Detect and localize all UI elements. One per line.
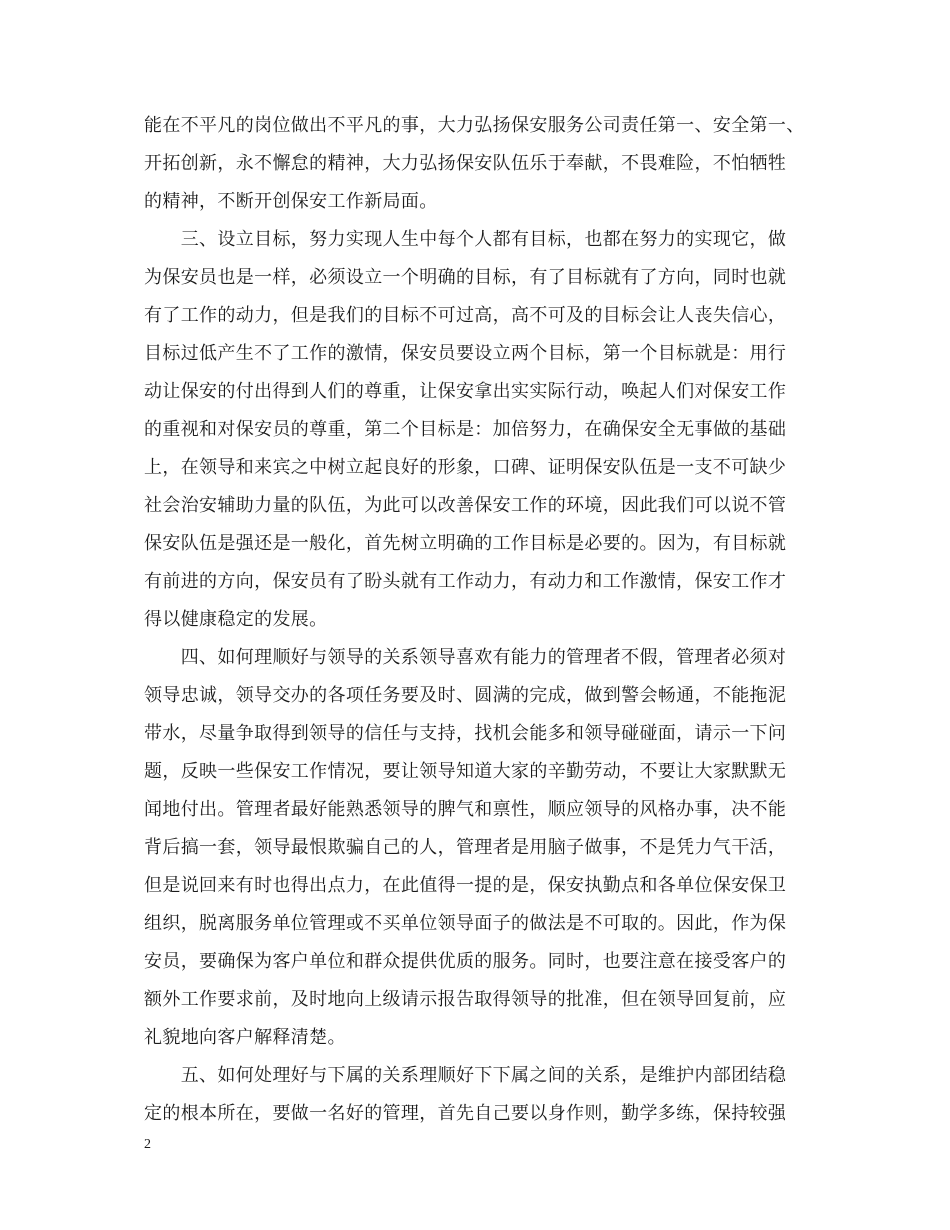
body-text-line: 上，在领导和来宾之中树立起良好的形象，口碑、证明保安队伍是一支不可缺少 [144, 457, 787, 478]
body-text-line: 组织，脱离服务单位管理或不买单位领导面子的做法是不可取的。因此，作为保 [144, 913, 787, 934]
body-text-line: 三、设立目标，努力实现人生中每个人都有目标，也都在努力的实现它，做 [144, 229, 787, 250]
body-text-line: 的重视和对保安员的尊重，第二个目标是：加倍努力，在确保安全无事做的基础 [144, 419, 787, 440]
body-text-line: 的精神，不断开创保安工作新局面。 [144, 191, 438, 212]
body-text-line: 保安队伍是强还是一般化，首先树立明确的工作目标是必要的。因为，有目标就 [144, 533, 787, 554]
body-text-line: 动让保安的付出得到人们的尊重，让保安拿出实实际行动，唤起人们对保安工作 [144, 381, 787, 402]
page-number: 2 [144, 1137, 151, 1152]
body-text-line: 带水，尽量争取得到领导的信任与支持，找机会能多和领导碰碰面，请示一下问 [144, 723, 787, 744]
body-text-line: 闻地付出。管理者最好能熟悉领导的脾气和禀性，顺应领导的风格办事，决不能 [144, 799, 787, 820]
body-text-line: 安员，要确保为客户单位和群众提供优质的服务。同时，也要注意在接受客户的 [144, 951, 787, 972]
body-text-line: 四、如何理顺好与领导的关系领导喜欢有能力的管理者不假，管理者必须对 [144, 647, 787, 668]
body-text-line: 领导忠诚，领导交办的各项任务要及时、圆满的完成，做到警会畅通，不能拖泥 [144, 685, 787, 706]
body-text-line: 五、如何处理好与下属的关系理顺好下下属之间的关系，是维护内部团结稳 [144, 1065, 787, 1086]
body-text-line: 有前进的方向，保安员有了盼头就有工作动力，有动力和工作激情，保安工作才 [144, 571, 787, 592]
body-text-line: 为保安员也是一样，必须设立一个明确的目标，有了目标就有了方向，同时也就 [144, 267, 787, 288]
body-text-line: 题，反映一些保安工作情况，要让领导知道大家的辛勤劳动，不要让大家默默无 [144, 761, 787, 782]
body-text-line: 背后搞一套，领导最恨欺骗自己的人，管理者是用脑子做事，不是凭力气干活， [144, 837, 787, 858]
body-text-line: 礼貌地向客户解释清楚。 [144, 1027, 346, 1048]
body-text-line: 开拓创新，永不懈怠的精神，大力弘扬保安队伍乐于奉献，不畏难险，不怕牺牲 [144, 153, 787, 174]
body-text-line: 社会治安辅助力量的队伍，为此可以改善保安工作的环境，因此我们可以说不管 [144, 495, 787, 516]
body-text-line: 但是说回来有时也得出点力，在此值得一提的是，保安执勤点和各单位保安保卫 [144, 875, 787, 896]
body-text-line: 有了工作的动力，但是我们的目标不可过高，高不可及的目标会让人丧失信心， [144, 305, 787, 326]
body-text-line: 得以健康稳定的发展。 [144, 609, 328, 630]
body-text-line: 额外工作要求前，及时地向上级请示报告取得领导的批准，但在领导回复前，应 [144, 989, 787, 1010]
body-text-line: 定的根本所在，要做一名好的管理，首先自己要以身作则，勤学多练，保持较强 [144, 1103, 787, 1124]
body-text-line: 能在不平凡的岗位做出不平凡的事，大力弘扬保安服务公司责任第一、安全第一、 [144, 115, 805, 136]
body-text-line: 目标过低产生不了工作的激情，保安员要设立两个目标，第一个目标就是：用行 [144, 343, 787, 364]
